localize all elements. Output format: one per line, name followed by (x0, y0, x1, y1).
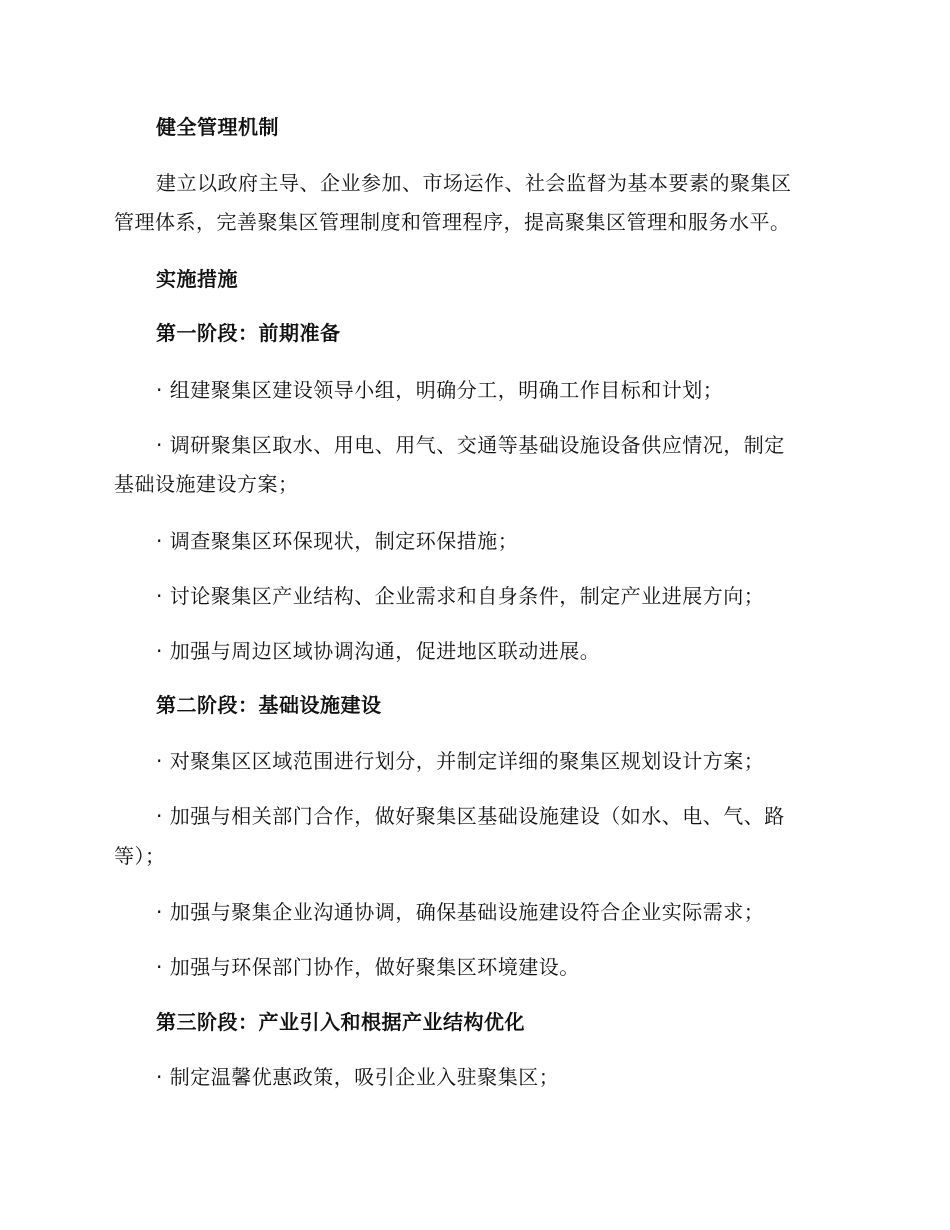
stage-1-heading: 第一阶段：前期准备 (156, 321, 341, 345)
stage-1-item-4: · 讨论聚集区产业结构、企业需求和自身条件，制定产业进展方向； (156, 584, 765, 608)
stage-2-item-1: · 对聚集区区域范围进行划分，并制定详细的聚集区规划设计方案； (156, 749, 765, 773)
stage-2-item-2-line-1: · 加强与相关部门合作，做好聚集区基础设施建设（如水、电、气、路 (156, 804, 785, 828)
stage-1-item-2-line-2: 基础设施建设方案； (114, 472, 299, 496)
stage-3-heading: 第三阶段：产业引入和根据产业结构优化 (156, 1010, 525, 1034)
stage-2-heading: 第二阶段：基础设施建设 (156, 693, 382, 717)
stage-1-item-3: · 调查聚集区环保现状，制定环保措施； (156, 529, 519, 553)
paragraph-management-line-2: 管理体系，完善聚集区管理制度和管理程序，提高聚集区管理和服务水平。 (114, 210, 791, 234)
stage-1-item-5: · 加强与周边区域协调沟通，促进地区联动进展。 (156, 639, 601, 663)
stage-3-item-1: · 制定温馨优惠政策，吸引企业入驻聚集区； (156, 1065, 560, 1089)
stage-2-item-3: · 加强与聚集企业沟通协调，确保基础设施建设符合企业实际需求； (156, 900, 765, 924)
stage-1-item-2-line-1: · 调研聚集区取水、用电、用气、交通等基础设施设备供应情况，制定 (156, 433, 785, 457)
section-heading-measures: 实施措施 (156, 267, 238, 291)
stage-1-item-1: · 组建聚集区建设领导小组，明确分工，明确工作目标和计划； (156, 378, 724, 402)
section-heading-management: 健全管理机制 (156, 115, 279, 139)
stage-2-item-2-line-2: 等）； (114, 844, 166, 868)
paragraph-management-line-1: 建立以政府主导、企业参加、市场运作、社会监督为基本要素的聚集区 (156, 171, 792, 195)
stage-2-item-4: · 加强与环保部门协作，做好聚集区环境建设。 (156, 955, 580, 979)
